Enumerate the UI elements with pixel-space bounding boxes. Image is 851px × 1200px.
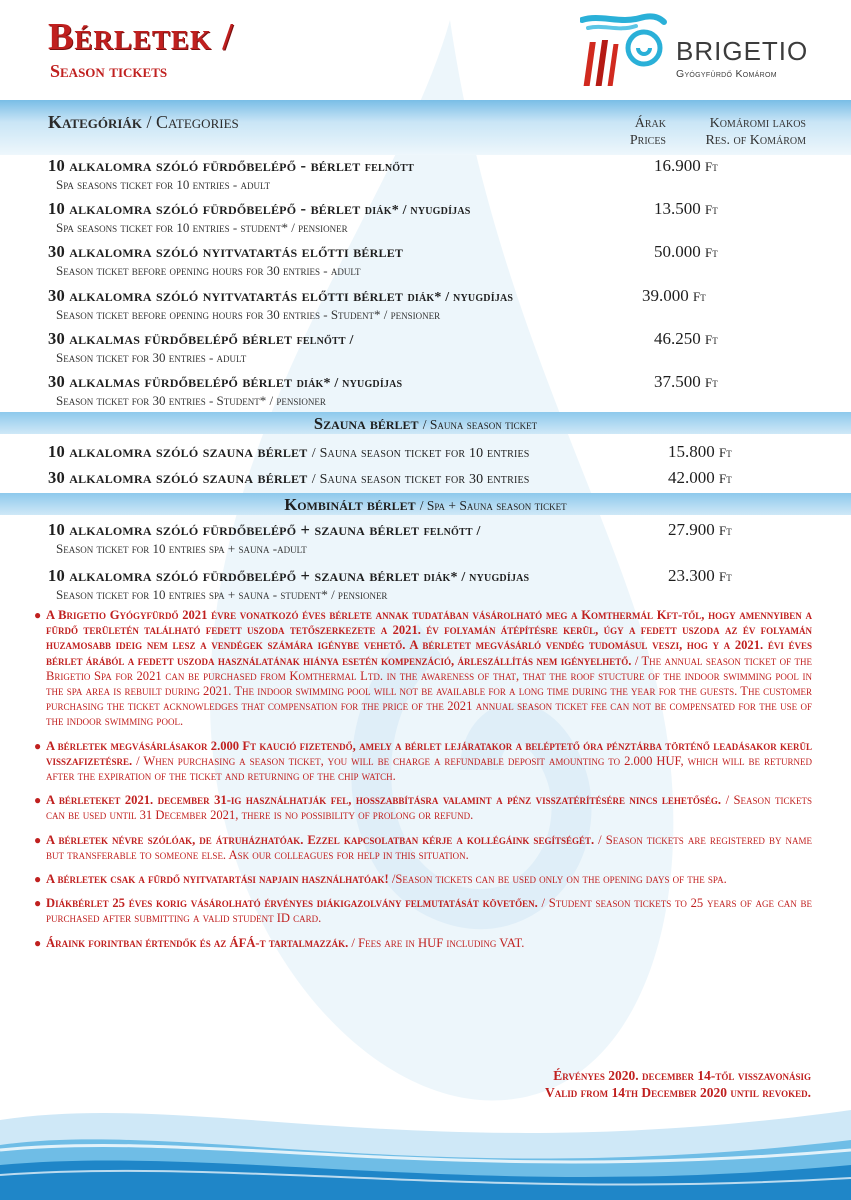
ticket-price xyxy=(642,286,706,306)
category-heading-en: Categories xyxy=(155,112,239,132)
ticket-row xyxy=(48,156,414,193)
currency-label: Ft xyxy=(705,159,718,174)
ticket-price xyxy=(654,199,718,219)
validity-en: Valid from 14th December 2020 until revoked. xyxy=(545,1085,811,1100)
sauna-title-en: / Sauna season ticket xyxy=(422,417,538,432)
bullet-icon: ● xyxy=(34,793,42,808)
currency-label: Ft xyxy=(719,523,732,538)
ticket-description: Spa seasons ticket for 10 entries - adult xyxy=(56,177,271,192)
ticket-price xyxy=(668,566,732,586)
notes-list xyxy=(34,608,812,960)
prices-heading-en: Prices xyxy=(629,133,666,148)
ticket-price xyxy=(668,442,732,462)
note-item xyxy=(34,872,812,887)
ticket-tag: felnőtt / xyxy=(296,333,354,348)
note-item xyxy=(34,936,812,951)
ticket-name: 30 alkalmas fürdőbelépő bérlet xyxy=(48,372,293,391)
category-heading-hu: Kategóriák xyxy=(48,112,142,132)
price-value: 50.000 xyxy=(654,242,701,261)
ticket-name: 10 alkalomra szóló szauna bérlet xyxy=(48,442,308,461)
currency-label: Ft xyxy=(693,289,706,304)
ticket-description: Season ticket before opening hours for 30 entries - adult xyxy=(56,263,361,278)
resident-heading-en: Res. of Komárom xyxy=(705,133,806,148)
ticket-name: 10 alkalomra szóló fürdőbelépő + szauna bérlet xyxy=(48,520,420,539)
bullet-icon: ● xyxy=(34,738,42,753)
price-value: 46.250 xyxy=(654,329,701,348)
note-hu: A bérletek névre szólóak, de átruházhatóak. Ezzel kapcsolatban kérje a kollégáink segítségét. xyxy=(46,832,595,847)
price-value: 23.300 xyxy=(668,566,715,585)
ticket-price xyxy=(654,156,718,176)
ticket-tag: diák* / nyugdíjas xyxy=(296,376,403,391)
note-en: / Season tickets can be used until 31 December 2021, there is no possibility of prolong or refund. xyxy=(46,793,813,823)
price-value: 15.800 xyxy=(668,442,715,461)
currency-label: Ft xyxy=(719,445,732,460)
note-en: / Season tickets are registered by name but transferable to someone else. Ask our colleagues for help in this situation. xyxy=(46,832,813,862)
category-heading-sep: / xyxy=(146,112,152,132)
ticket-description: Season ticket before opening hours for 30 entries - Student* / pensioner xyxy=(56,307,441,322)
ticket-row xyxy=(48,442,530,462)
bullet-icon: ● xyxy=(34,832,42,847)
note-hu: Áraink forintban értendők és az ÁFÁ-t tartalmazzák. xyxy=(46,935,349,950)
bullet-icon: ● xyxy=(34,935,42,950)
brigetio-logo xyxy=(580,12,830,94)
ticket-english: / Sauna season ticket for 10 entries xyxy=(311,446,530,461)
note-en: / Student season tickets to 25 years of age can be purchased after submitting a valid student ID card. xyxy=(46,896,812,926)
price-value: 16.900 xyxy=(654,156,701,175)
category-heading xyxy=(48,112,239,133)
logo-subtitle: Gyógyfürdő Komárom xyxy=(676,68,777,80)
sauna-title-hu: Szauna bérlet xyxy=(313,414,419,433)
sauna-section-title xyxy=(0,414,851,434)
ticket-description: Spa seasons ticket for 10 entries - student* / pensioner xyxy=(56,220,348,235)
ticket-english: / Sauna season ticket for 30 entries xyxy=(311,472,530,487)
ticket-price xyxy=(654,329,718,349)
resident-heading-hu: Komáromi lakos xyxy=(709,116,806,131)
currency-label: Ft xyxy=(719,569,732,584)
note-hu: A bérleteket 2021. december 31-ig használhatják fel, hosszabbításra valamint a pénz visszatérítésére nincs lehetőség. xyxy=(46,793,722,808)
combined-title-hu: Kombinált bérlet xyxy=(284,495,416,514)
currency-label: Ft xyxy=(705,375,718,390)
ticket-row xyxy=(48,242,403,279)
logo-name: BRIGETIO xyxy=(676,36,809,66)
bullet-icon: ● xyxy=(34,608,42,622)
ticket-description: Season ticket for 10 entries spa + sauna -adult xyxy=(56,541,307,556)
price-value: 39.000 xyxy=(642,286,689,305)
prices-column-heading xyxy=(618,115,666,149)
ticket-price xyxy=(668,520,732,540)
ticket-name: 30 alkalomra szóló szauna bérlet xyxy=(48,468,308,487)
note-en: /Season tickets can be used only on the opening days of the spa. xyxy=(388,872,727,887)
ticket-row xyxy=(48,286,513,323)
prices-heading-hu: Árak xyxy=(634,116,666,131)
ticket-description: Season ticket for 10 entries spa + sauna - student* / pensioner xyxy=(56,587,388,602)
ticket-row xyxy=(48,372,402,409)
ticket-name: 10 alkalomra szóló fürdőbelépő - bérlet xyxy=(48,199,361,218)
combined-section-title xyxy=(0,495,851,515)
note-item xyxy=(34,608,812,730)
note-hu: A bérletek megvásárlásakor 2.000 Ft kaució fizetendő, amely a bérlet lejáratakor a beléptető óra pénztárba történő leadásakor kerül visszafizetésre. xyxy=(46,738,812,768)
ticket-name: 10 alkalomra szóló fürdőbelépő - bérlet xyxy=(48,156,361,175)
ticket-price xyxy=(654,372,718,392)
note-item xyxy=(34,739,812,785)
bullet-icon: ● xyxy=(34,896,42,911)
ticket-tag: diák* / nyugdíjas xyxy=(423,570,530,585)
price-value: 13.500 xyxy=(654,199,701,218)
ticket-tag: diák* / nyugdíjas xyxy=(364,203,471,218)
note-item xyxy=(34,793,812,823)
ticket-row xyxy=(48,329,354,366)
page-title: Bérletek / xyxy=(48,16,234,58)
ticket-name: 30 alkalomra szóló nyitvatartás előtti bérlet xyxy=(48,286,404,305)
note-item xyxy=(34,833,812,863)
note-hu: Diákbérlet 25 éves korig vásárolható érvényes diákigazolvány felmutatását követően. xyxy=(46,896,538,911)
currency-label: Ft xyxy=(719,471,732,486)
ticket-row xyxy=(48,566,529,603)
ticket-price xyxy=(668,468,732,488)
price-value: 27.900 xyxy=(668,520,715,539)
note-en: / Fees are in HUF including VAT. xyxy=(348,935,525,950)
note-item xyxy=(34,896,812,926)
bullet-icon: ● xyxy=(34,872,42,887)
currency-label: Ft xyxy=(705,332,718,347)
ticket-description: Season ticket for 30 entries - Student* / pensioner xyxy=(56,393,326,408)
ticket-price xyxy=(654,242,718,262)
price-value: 42.000 xyxy=(668,468,715,487)
ticket-name: 30 alkalomra szóló nyitvatartás előtti bérlet xyxy=(48,242,404,261)
combined-title-en: / Spa + Sauna season ticket xyxy=(419,498,567,513)
ticket-description: Season ticket for 30 entries - adult xyxy=(56,350,247,365)
currency-label: Ft xyxy=(705,245,718,260)
page-subtitle: Season tickets xyxy=(50,61,168,81)
validity-hu: Érvényes 2020. december 14-től visszavonásig xyxy=(553,1068,811,1083)
resident-column-heading xyxy=(676,115,806,149)
ticket-tag: felnőtt / xyxy=(423,524,481,539)
ticket-name: 10 alkalomra szóló fürdőbelépő + szauna bérlet xyxy=(48,566,420,585)
ticket-row xyxy=(48,520,481,557)
logo-mark-icon xyxy=(580,12,670,92)
ticket-name: 30 alkalmas fürdőbelépő bérlet xyxy=(48,329,293,348)
ticket-row xyxy=(48,199,471,236)
validity-notice xyxy=(545,1067,811,1101)
ticket-row xyxy=(48,468,530,488)
note-en: / When purchasing a season ticket, you will be charge a refundable deposit amounting to 2.000 HUF, which will be returned after the expiration of the ticket and returning of the chip watch. xyxy=(46,753,812,784)
note-hu: A Brigetio Gyógyfürdő 2021 évre vonatkozó éves bérlete annak tudatában vásárolható meg a Komthermál Kft-től, hogy amennyiben a fürdő területén található fedett uszoda tetőszerkezete a 2021. év folyamán átépítésre kerül, úgy a fedett uszoda az év folyamán huzamosabb ideig nem lesz a vendégek számára igénybe vehető. A bérletet megvásárló vendég tudomásul veszi, hog y a 2021. évi éves bérlet árából a fedett uszoda használatának hiánya esetén kompenzáció, árleszállítás nem igényelhető. xyxy=(46,608,812,668)
currency-label: Ft xyxy=(705,202,718,217)
note-hu: A bérletek csak a fürdő nyitvatartási napjain használhatóak! xyxy=(46,872,389,887)
ticket-tag: diák* / nyugdíjas xyxy=(407,290,514,305)
note-en: / The annual season ticket of the Brigetio Spa for 2021 can be purchased from Komthermal Ltd. in the awareness of that, that the roof stucture of the indoor swimming pool in the spa area is rebuilt during 2021. The indoor swimming pool will not be available for a long time during the year for the guests. The customer purchasing the ticket acknowledges that compensation for the price of the 2021 annual season ticket fee can not be compensated for the use of the indoor swimming pool. xyxy=(46,653,813,729)
ticket-tag: felnőtt xyxy=(364,160,414,175)
price-value: 37.500 xyxy=(654,372,701,391)
